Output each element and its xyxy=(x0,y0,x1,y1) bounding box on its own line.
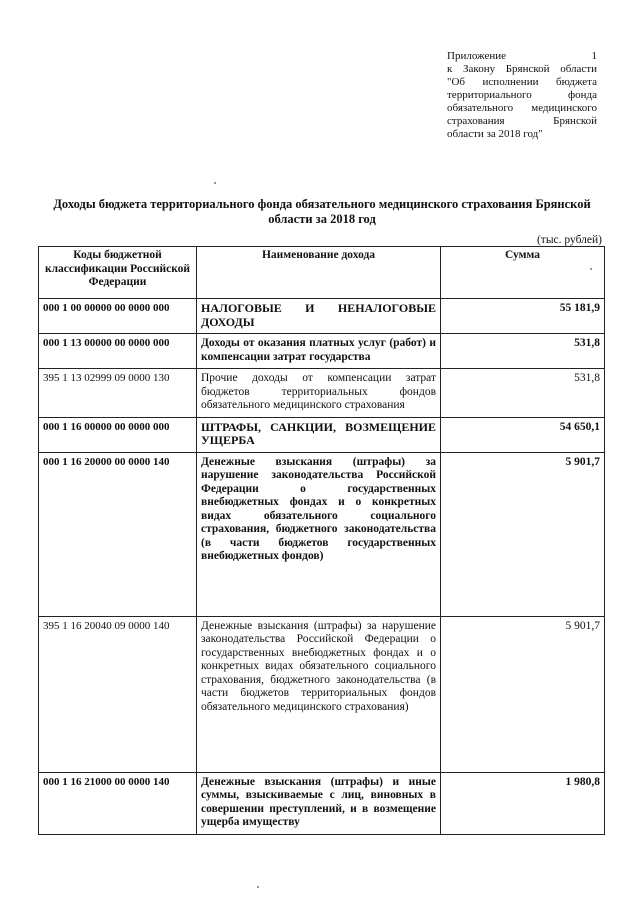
row-code: 395 1 13 02999 09 0000 130 xyxy=(39,369,197,418)
row-name: Доходы от оказания платных услуг (работ) и компенсации затрат государства xyxy=(197,334,441,369)
row-code: 000 1 16 21000 00 0000 140 xyxy=(39,772,197,834)
table-row xyxy=(39,452,605,616)
row-sum: 5 901,7 xyxy=(441,452,605,616)
header-code: Коды бюджетной классификации Российской Федерации xyxy=(39,247,197,299)
row-sum: 54 650,1 xyxy=(441,417,605,452)
row-sum: 531,8 xyxy=(441,369,605,418)
table-row xyxy=(39,772,605,834)
table-row xyxy=(39,417,605,452)
row-sum: 1 980,8 xyxy=(441,772,605,834)
table-row xyxy=(39,299,605,334)
annex-line: к Закону Брянской области xyxy=(447,63,597,75)
annex-note xyxy=(447,50,597,141)
table-row xyxy=(39,369,605,418)
annex-line: области за 2018 год" xyxy=(447,128,543,140)
table-row xyxy=(39,334,605,369)
document-title: Доходы бюджета территориального фонда обязательного медицинского страхования Брянской области за 2018 год xyxy=(53,197,591,226)
annex-line: обязательного медицинского xyxy=(447,102,597,114)
row-sum: 5 901,7 xyxy=(441,616,605,772)
row-code: 395 1 16 20040 09 0000 140 xyxy=(39,616,197,772)
annex-line: территориального фонда xyxy=(447,89,597,101)
row-code: 000 1 00 00000 00 0000 000 xyxy=(39,299,197,334)
row-name: Денежные взыскания (штрафы) за нарушение законодательства Российской Федерации о государственных внебюджетных фондах и о конкретных видах обязательного социального страхования, бюджетного законодательства (в части бюджетов государственных внебюджетных фондов) xyxy=(197,452,441,616)
row-code: 000 1 16 20000 00 0000 140 xyxy=(39,452,197,616)
table-header-row xyxy=(39,247,605,299)
row-name: Денежные взыскания (штрафы) за нарушение законодательства Российской Федерации о государственных внебюджетных фондах и о конкретных видах обязательного социального страхования, бюджетного законодательства (в части бюджетов территориальных фондов обязательного медицинского страхования) xyxy=(197,616,441,772)
scan-speck xyxy=(257,886,259,888)
row-name: Прочие доходы от компенсации затрат бюджетов территориальных фондов обязательного медицинского страхования xyxy=(197,369,441,418)
table-row xyxy=(39,616,605,772)
row-sum: 55 181,9 xyxy=(441,299,605,334)
scan-speck xyxy=(214,182,216,184)
header-name: Наименование дохода xyxy=(197,247,441,299)
annex-line: страхования Брянской xyxy=(447,115,597,127)
row-sum: 531,8 xyxy=(441,334,605,369)
units-note: (тыс. рублей) xyxy=(536,234,602,246)
header-sum: Сумма xyxy=(441,247,605,299)
annex-line: Приложение 1 xyxy=(447,50,597,62)
row-name: НАЛОГОВЫЕ И НЕНАЛОГОВЫЕ ДОХОДЫ xyxy=(197,299,441,334)
annex-line: "Об исполнении бюджета xyxy=(447,76,597,88)
scan-speck xyxy=(590,268,592,270)
row-code: 000 1 16 00000 00 0000 000 xyxy=(39,417,197,452)
income-table xyxy=(38,246,605,835)
row-code: 000 1 13 00000 00 0000 000 xyxy=(39,334,197,369)
row-name: ШТРАФЫ, САНКЦИИ, ВОЗМЕЩЕНИЕ УЩЕРБА xyxy=(197,417,441,452)
row-name: Денежные взыскания (штрафы) и иные суммы, взыскиваемые с лиц, виновных в совершении преступлений, и в возмещение ущерба имуществу xyxy=(197,772,441,834)
